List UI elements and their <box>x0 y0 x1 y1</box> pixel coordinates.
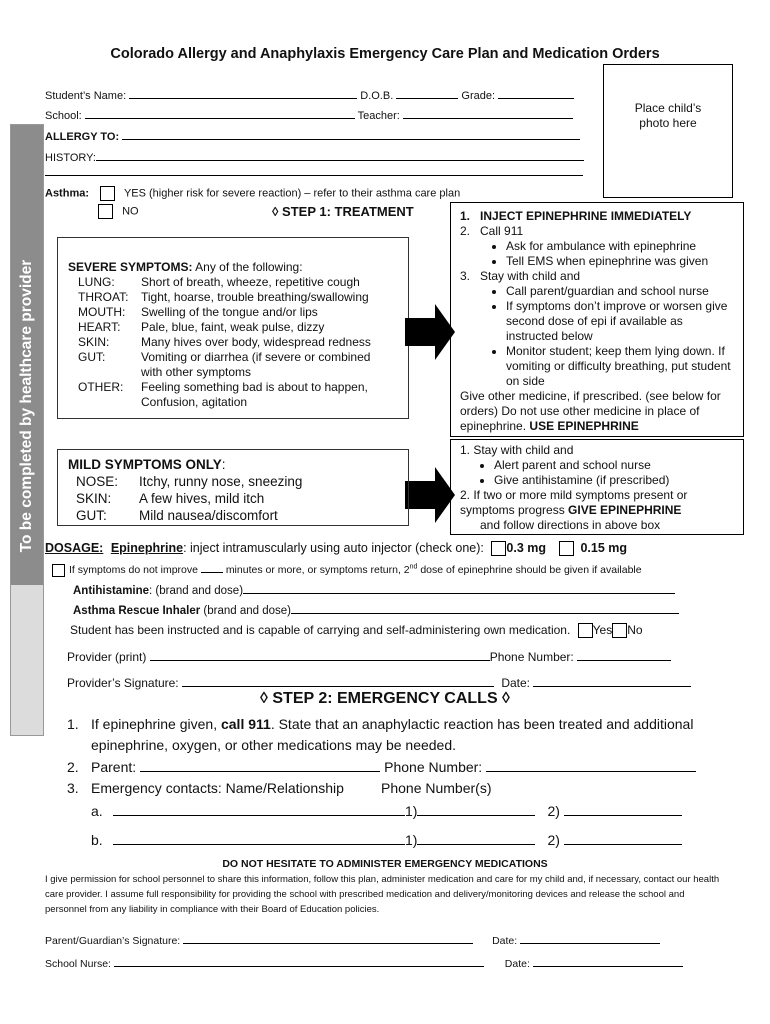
nurse-date-field[interactable] <box>533 956 683 967</box>
mild-actions-box <box>450 439 744 535</box>
contact-a-phone1-field[interactable] <box>417 801 535 816</box>
history-label: HISTORY: <box>45 152 96 164</box>
severe-key: THROAT: <box>78 290 129 304</box>
contact-a-phone2-label: 2) <box>547 803 560 819</box>
contact-b-phone1-field[interactable] <box>417 830 535 845</box>
provider-phone-field[interactable] <box>577 650 671 661</box>
self-admin-statement: Student has been instructed and is capable of carrying and self-administering own medication. <box>70 623 571 637</box>
school-nurse-field[interactable] <box>114 956 484 967</box>
self-admin-no-label: No <box>627 623 643 637</box>
list-item: • Give antihistamine (if prescribed) <box>494 473 737 488</box>
parent-date-label: Date: <box>492 935 518 947</box>
grade-label: Grade: <box>461 90 496 102</box>
photo-box[interactable] <box>603 64 733 198</box>
arrow-right-icon <box>405 302 455 362</box>
antihistamine-tail: : (brand and dose) <box>149 585 244 597</box>
asthma-no-label: NO <box>122 205 139 218</box>
severe-actions-box: 1. INJECT EPINEPHRINE IMMEDIATELY 2. Call 911 • Ask for ambulance with epinephrine • Tell EMS when epinephrine was given 3. Stay with child and • Call parent/guardian and school nurse • If symptoms don’t improve or worsen give second dose of epi if available as instructed below • Monitor student; keep them lying down. If vomiting or difficulty breathing, put student on side Give other medicine, if prescribed. (see below for orders) Do not use other medicine in place of epinephrine. USE EPINEPHRINE <box>450 202 744 437</box>
mild-heading-tail: : <box>221 457 226 472</box>
contact-a-label: a. <box>91 803 103 819</box>
severe-key: MOUTH: <box>78 305 126 319</box>
provider-signature-label: Provider’s Signature: <box>67 676 179 690</box>
provider-date-field[interactable] <box>533 676 691 687</box>
other-medicine-note: Give other medicine, if prescribed. (see below for orders) Do not use other medicine in place of epinephrine. <box>460 389 721 433</box>
contact-b-phone2-label: 2) <box>547 832 560 848</box>
self-admin-no-checkbox[interactable] <box>612 623 627 638</box>
mild-value: Itchy, runny nose, sneezing <box>139 474 303 489</box>
severe-value: Swelling of the tongue and/or lips <box>141 305 318 319</box>
dose-0-3-checkbox[interactable] <box>491 541 506 556</box>
contact-a-phone1-label: 1) <box>405 803 418 819</box>
parent-phone-label: Phone Number: <box>384 759 483 775</box>
photo-box-label: Place child’s photo here <box>634 101 702 130</box>
list-item: • Call parent/guardian and school nurse <box>506 284 737 299</box>
contact-a-phone2-field[interactable] <box>564 801 682 816</box>
asthma-no-checkbox[interactable] <box>98 204 113 219</box>
mild-step-2: 2. If two or more mild symptoms present or symptoms progress <box>460 488 688 517</box>
follow-directions-note: and follow directions in above box <box>480 518 661 532</box>
second-dose-c: dose of epinephrine should be given if available <box>417 564 642 576</box>
second-dose-a: If symptoms do not improve <box>69 564 198 576</box>
mild-symptoms-box <box>57 449 409 526</box>
dob-label: D.O.B. <box>360 90 394 102</box>
dose-0-15-label: 0.15 mg <box>580 541 628 555</box>
call-911-step: Call 911 <box>480 224 524 238</box>
mild-heading: MILD SYMPTOMS ONLY <box>68 457 222 472</box>
asthma-yes-label: YES (higher risk for severe reaction) – refer to their asthma care plan <box>123 187 461 200</box>
mild-key: NOSE: <box>76 474 119 489</box>
step2-heading: ◊ STEP 2: EMERGENCY CALLS ◊ <box>260 690 510 707</box>
parent-signature-label: Parent/Guardian’s Signature: <box>45 935 181 947</box>
student-name-field[interactable] <box>129 88 357 99</box>
self-admin-yes-checkbox[interactable] <box>578 623 593 638</box>
second-dose-checkbox[interactable] <box>52 564 65 577</box>
mild-value: A few hives, mild itch <box>139 491 265 506</box>
emergency-phone-label: Phone Number(s) <box>381 780 492 796</box>
list-item: • Alert parent and school nurse <box>494 458 737 473</box>
nurse-date-label: Date: <box>504 958 530 970</box>
provider-date-label: Date: <box>501 676 530 690</box>
student-name-label: Student’s Name: <box>45 90 127 102</box>
allergy-label: ALLERGY TO: <box>45 131 120 143</box>
give-epinephrine-note: GIVE EPINEPHRINE <box>568 503 682 517</box>
parent-field[interactable] <box>140 757 380 772</box>
mild-key: SKIN: <box>76 491 112 506</box>
parent-label: Parent: <box>91 759 137 775</box>
contact-b-phone1-label: 1) <box>405 832 418 848</box>
provider-print-field[interactable] <box>150 650 490 661</box>
contact-b-phone2-field[interactable] <box>564 830 682 845</box>
teacher-label: Teacher: <box>357 110 400 122</box>
severe-symptoms-box <box>57 237 409 419</box>
grade-field[interactable] <box>498 88 574 99</box>
step1-heading: ◊ STEP 1: TREATMENT <box>272 204 414 219</box>
history-field[interactable] <box>96 150 584 161</box>
severe-value: Vomiting or diarrhea (if severe or combined with other symptoms <box>141 350 371 379</box>
dose-0-3-label: 0.3 mg <box>506 541 546 555</box>
history-field-line2[interactable] <box>45 175 583 176</box>
contact-a-name-field[interactable] <box>113 801 405 816</box>
teacher-field[interactable] <box>403 108 573 119</box>
provider-phone-label: Phone Number: <box>489 650 574 664</box>
asthma-label: Asthma: <box>45 187 90 200</box>
mild-value: Mild nausea/discomfort <box>139 508 278 523</box>
page-title: Colorado Allergy and Anaphylaxis Emergency Care Plan and Medication Orders <box>110 46 660 62</box>
step2-item1: If epinephrine given, call 911. State that an anaphylactic reaction has been treated and additional epinephrine, oxygen, or other medications may be needed. <box>91 716 694 753</box>
severe-heading-tail: Any of the following: <box>192 260 303 274</box>
inject-epi-step: INJECT EPINEPHRINE IMMEDIATELY <box>480 209 692 223</box>
side-banner <box>10 124 44 736</box>
severe-value: Short of breath, wheeze, repetitive cough <box>141 275 360 289</box>
mild-key: GUT: <box>76 508 107 523</box>
severe-key: HEART: <box>78 320 121 334</box>
second-dose-minutes-field[interactable] <box>201 563 223 573</box>
asthma-yes-checkbox[interactable] <box>100 186 115 201</box>
severe-key: GUT: <box>78 350 106 364</box>
consent-paragraph: I give permission for school personnel to share this information, follow this plan, administer medication and care for my child and, if necessary, contact our health care provider. I assume full responsibility for providing the school with prescribed medication and delivery/monitoring devices and release the school and personnel from any liability in compliance with their Board of Education policies. <box>45 874 720 915</box>
list-item: • Tell EMS when epinephrine was given <box>506 254 737 269</box>
severe-key: SKIN: <box>78 335 110 349</box>
school-label: School: <box>45 110 82 122</box>
epinephrine-label: Epinephrine <box>110 541 184 555</box>
arrow-right-icon <box>405 465 455 525</box>
use-epinephrine-note: USE EPINEPHRINE <box>529 419 639 433</box>
list-item: • Ask for ambulance with epinephrine <box>506 239 737 254</box>
severe-value: Many hives over body, widespread redness <box>141 335 371 349</box>
contact-b-name-field[interactable] <box>113 830 405 845</box>
list-item: • Monitor student; keep them lying down. If vomiting or difficulty breathing, put student on side <box>506 344 737 389</box>
inhaler-tail: (brand and dose) <box>200 605 291 617</box>
provider-signature-field[interactable] <box>182 676 494 687</box>
severe-heading: SEVERE SYMPTOMS: <box>68 260 193 274</box>
severe-value: Feeling something bad is about to happen, Confusion, agitation <box>141 380 368 409</box>
provider-print-label: Provider (print) <box>67 650 147 664</box>
emergency-contacts-label: Emergency contacts: Name/Relationship <box>91 780 344 796</box>
severe-value: Tight, hoarse, trouble breathing/swallowing <box>141 290 369 304</box>
parent-date-field[interactable] <box>520 933 660 944</box>
severe-key: OTHER: <box>78 380 124 394</box>
school-nurse-label: School Nurse: <box>45 958 111 970</box>
parent-phone-field[interactable] <box>486 757 696 772</box>
inhaler-field[interactable] <box>291 603 679 614</box>
dob-field[interactable] <box>396 88 458 99</box>
allergy-field[interactable] <box>122 129 580 140</box>
do-not-hesitate-heading: DO NOT HESITATE TO ADMINISTER EMERGENCY MEDICATIONS <box>222 858 548 870</box>
severe-value: Pale, blue, faint, weak pulse, dizzy <box>141 320 325 334</box>
second-dose-sup: nd <box>409 563 418 571</box>
self-admin-yes-label: Yes <box>592 623 613 637</box>
dosage-instructions: : inject intramuscularly using auto injector (check one): <box>183 541 484 555</box>
antihistamine-label: Antihistamine <box>73 585 150 597</box>
second-dose-b: minutes or more, or symptoms return, 2 <box>225 564 410 576</box>
dose-0-15-checkbox[interactable] <box>559 541 574 556</box>
antihistamine-field[interactable] <box>243 583 675 594</box>
list-item: • If symptoms don’t improve or worsen give second dose of epi if available as instructed below <box>506 299 737 344</box>
dosage-label: DOSAGE: <box>45 541 104 555</box>
stay-with-child-step: 1. Stay with child and <box>460 443 574 457</box>
severe-key: LUNG: <box>78 275 115 289</box>
school-field[interactable] <box>85 108 355 119</box>
side-banner-text: To be completed by healthcare provider <box>18 259 35 553</box>
parent-signature-field[interactable] <box>183 933 473 944</box>
inhaler-label: Asthma Rescue Inhaler <box>73 605 201 617</box>
contact-b-label: b. <box>91 832 103 848</box>
stay-with-child-step: Stay with child and <box>480 269 581 283</box>
